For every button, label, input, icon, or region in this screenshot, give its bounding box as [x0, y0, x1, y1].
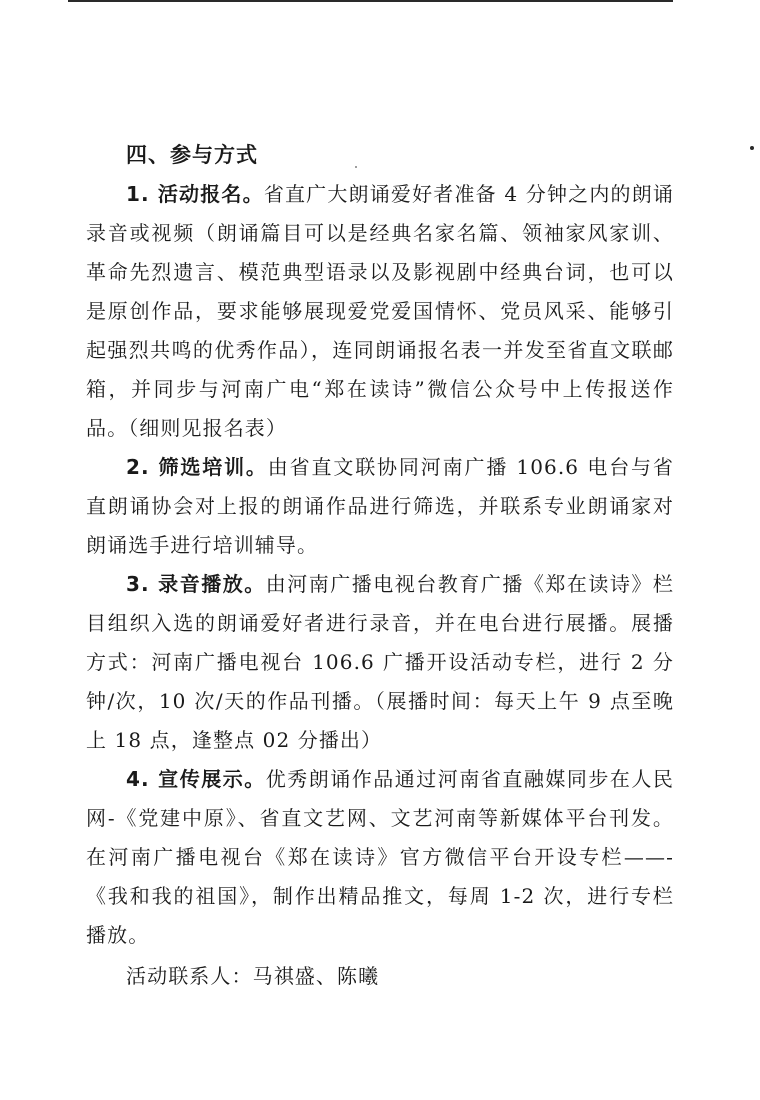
item-body: 由河南广播电视台教育广播《郑在读诗》栏目组织入选的朗诵爱好者进行录音，并在电台进行展播。展播方式：河南广播电视台 106.6 广播开设活动专栏，进行 2 分钟/次，10 次/天的作品刊播。（展播时间：每天上午 9 点至晚上 18 点，逢整点 02 分播出）	[86, 572, 674, 752]
scan-speck	[750, 146, 754, 150]
item-body: 优秀朗诵作品通过河南省直融媒同步在人民网-《党建中原》、省直文艺网、文艺河南等新媒体平台刊发。在河南广播电视台《郑在读诗》官方微信平台开设专栏——-《我和我的祖国》，制作出精品推文，每周 1-2 次，进行专栏播放。	[86, 767, 674, 947]
item-activity-signup	[86, 175, 674, 448]
document-body	[86, 136, 674, 996]
item-promotion-display	[86, 760, 674, 955]
section-heading: 四、参与方式	[126, 143, 258, 167]
item-body: 省直广大朗诵爱好者准备 4 分钟之内的朗诵录音或视频（朗诵篇目可以是经典名家名篇、领袖家风家训、革命先烈遗言、模范典型语录以及影视剧中经典台词，也可以是原创作品，要求能够展现爱党爱国情怀、党员风采、能够引起强烈共鸣的优秀作品），连同朗诵报名表一并发至省直文联邮箱，并同步与河南广电“郑在读诗”微信公众号中上传报送作品。（细则见报名表）	[86, 182, 675, 440]
item-lead: 4. 宣传展示。	[126, 767, 266, 791]
contact-line: 活动联系人：马祺盛、陈曦	[126, 964, 380, 988]
item-screening-training	[86, 448, 674, 565]
item-recording-broadcast	[86, 565, 674, 760]
scan-edge-line	[68, 0, 673, 2]
item-lead: 3. 录音播放。	[126, 572, 266, 596]
item-lead: 1. 活动报名。	[126, 182, 264, 206]
item-lead: 2. 筛选培训。	[126, 455, 268, 479]
item-body: 由省直文联协同河南广播 106.6 电台与省直朗诵协会对上报的朗诵作品进行筛选，并联系专业朗诵家对朗诵选手进行培训辅导。	[86, 455, 675, 557]
